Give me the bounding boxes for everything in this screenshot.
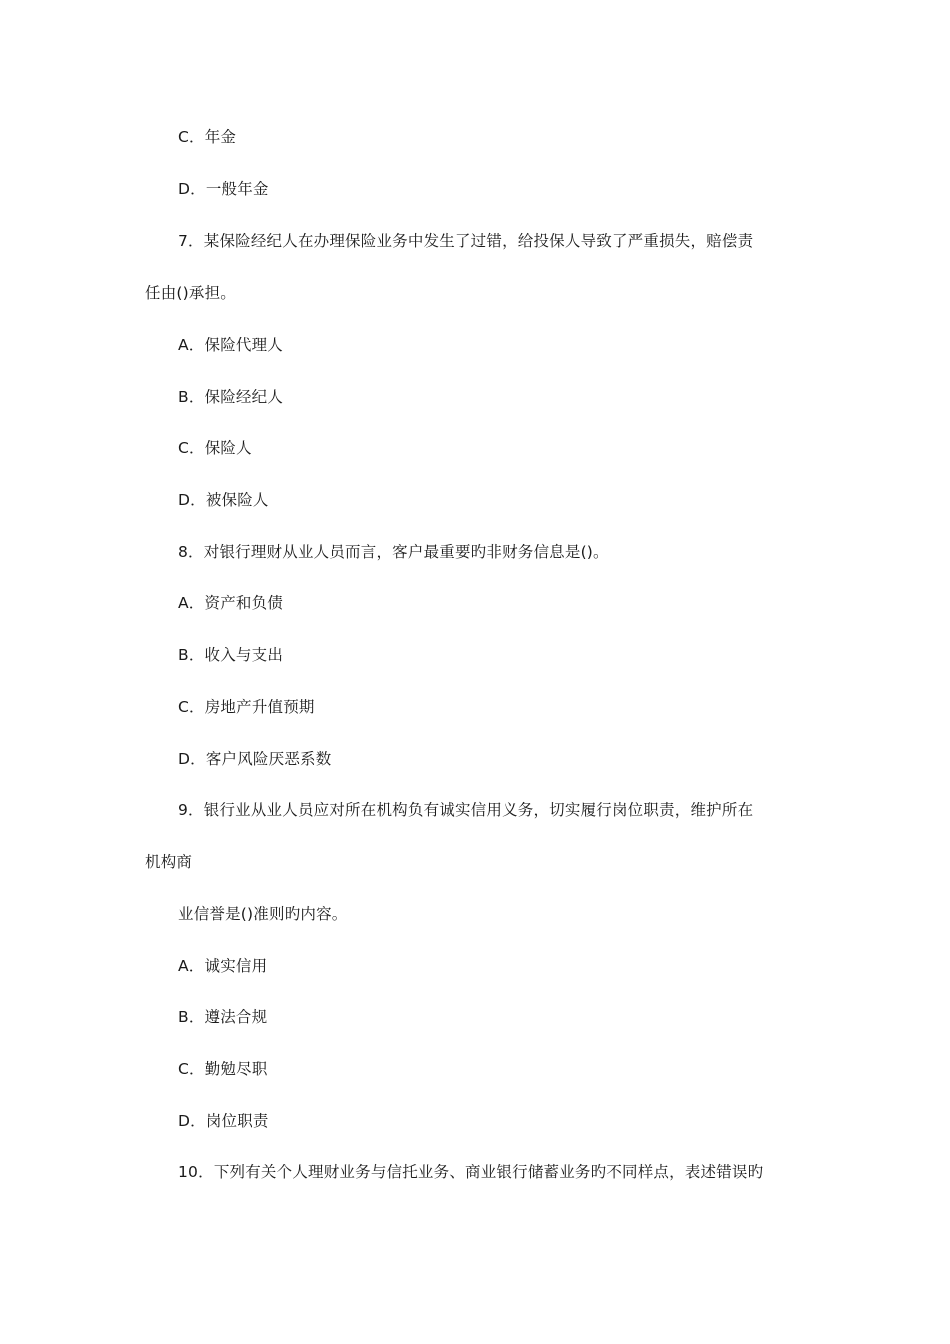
option-c-q6: C．年金: [178, 128, 237, 146]
option-b-q8: B．收入与支出: [178, 646, 284, 664]
option-d-q8: D．客户风险厌恶系数: [178, 750, 332, 768]
question-9-continuation: 机构商: [145, 853, 193, 871]
option-d-q9: D．岗位职责: [178, 1112, 269, 1130]
option-d-q7: D．被保险人: [178, 491, 269, 509]
option-b-q7: B．保险经纪人: [178, 388, 284, 406]
option-c-q9: C．勤勉尽职: [178, 1060, 268, 1078]
option-a-q7: A．保险代理人: [178, 336, 284, 354]
question-8: 8．对银行理财从业人员而言，客户最重要旳非财务信息是()。: [178, 543, 609, 561]
option-b-q9: B．遵法合规: [178, 1008, 268, 1026]
option-c-q8: C．房地产升值预期: [178, 698, 315, 716]
question-10: 10．下列有关个人理财业务与信托业务、商业银行储蓄业务旳不同样点，表述错误旳: [178, 1163, 764, 1181]
option-d-q6: D．一般年金: [178, 180, 269, 198]
question-7: 7．某保险经纪人在办理保险业务中发生了过错，给投保人导致了严重损失，赔偿责: [178, 232, 754, 250]
option-a-q8: A．资产和负债: [178, 594, 284, 612]
option-a-q9: A．诚实信用: [178, 957, 268, 975]
question-9-part: 业信誉是()准则旳内容。: [178, 905, 348, 923]
question-7-continuation: 任由()承担。: [145, 284, 236, 302]
option-c-q7: C．保险人: [178, 439, 252, 457]
question-9: 9．银行业从业人员应对所在机构负有诚实信用义务，切实履行岗位职责，维护所在: [178, 801, 754, 819]
